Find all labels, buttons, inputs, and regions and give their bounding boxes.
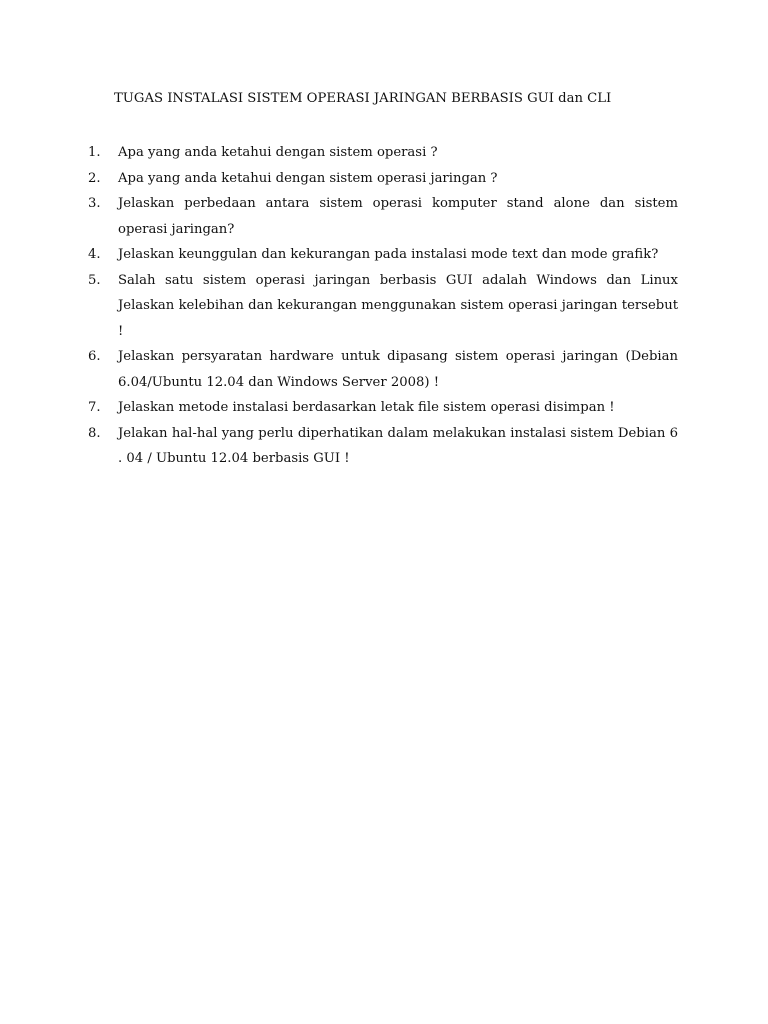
question-item-7 xyxy=(88,395,678,421)
question-text: Apa yang anda ketahui dengan sistem operasi jaringan ? xyxy=(118,170,498,186)
question-text: Salah satu sistem operasi jaringan berbasis GUI adalah Windows dan Linux Jelaskan kelebihan dan kekurangan menggunakan sistem operasi jaringan tersebut ! xyxy=(118,272,678,339)
question-item-6 xyxy=(88,344,678,395)
question-number: 1. xyxy=(88,145,101,160)
question-text: Jelaskan persyaratan hardware untuk dipasang sistem operasi jaringan (Debian 6.04/Ubuntu 12.04 dan Windows Server 2008) ! xyxy=(118,349,678,390)
question-number: 3. xyxy=(88,196,101,211)
question-item-3 xyxy=(88,191,678,242)
question-number: 7. xyxy=(88,400,101,415)
question-number: 2. xyxy=(88,170,101,186)
question-item-4 xyxy=(88,242,678,268)
question-number: 6. xyxy=(88,349,101,364)
question-text: Jelakan hal-hal yang perlu diperhatikan dalam melakukan instalasi sistem Debian 6 . 04 / Ubuntu 12.04 berbasis GUI ! xyxy=(118,425,678,466)
question-number: 8. xyxy=(88,425,101,441)
question-list xyxy=(88,140,678,472)
document-title: TUGAS INSTALASI SISTEM OPERASI JARINGAN BERBASIS GUI dan CLI xyxy=(114,91,612,106)
question-number: 4. xyxy=(88,247,101,262)
question-item-1 xyxy=(88,140,678,166)
question-text: Jelaskan keunggulan dan kekurangan pada instalasi mode text dan mode grafik? xyxy=(118,247,659,262)
question-text: Jelaskan metode instalasi berdasarkan letak file sistem operasi disimpan ! xyxy=(118,400,615,415)
question-item-5 xyxy=(88,268,678,345)
question-text: Jelaskan perbedaan antara sistem operasi komputer stand alone dan sistem operasi jaringan? xyxy=(118,196,678,237)
question-number: 5. xyxy=(88,272,101,288)
question-item-8 xyxy=(88,421,678,472)
question-text: Apa yang anda ketahui dengan sistem operasi ? xyxy=(118,145,438,160)
question-item-2 xyxy=(88,166,678,192)
